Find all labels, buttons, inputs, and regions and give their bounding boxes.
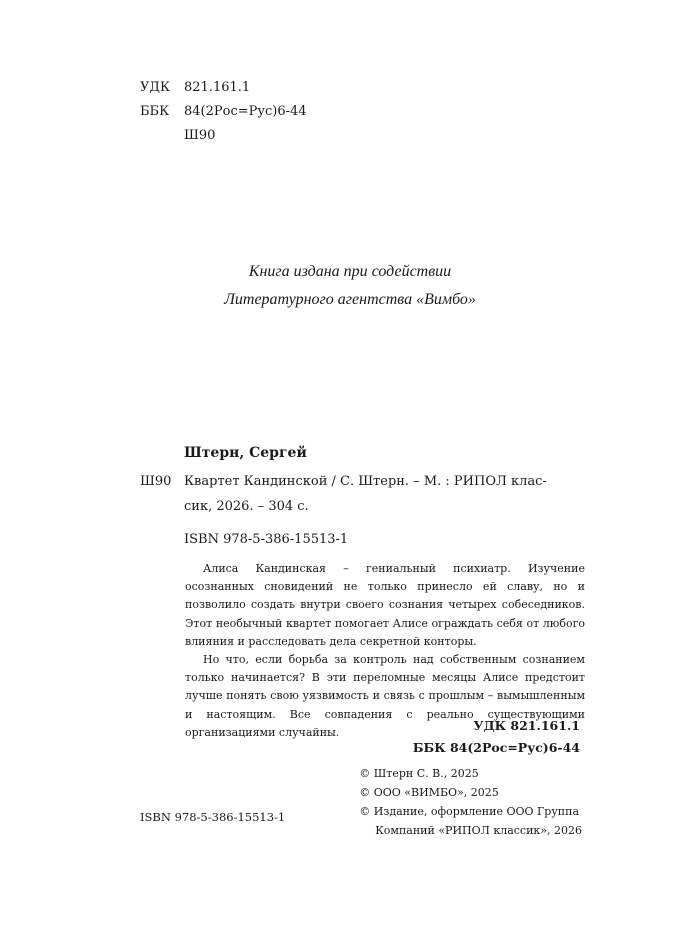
copyright-line-1: © Штерн С. В., 2025 [359,767,479,780]
codes-udk: УДК 821.161.1 [473,718,580,733]
codes-bbk: ББК 84(2Рос=Рус)6-44 [412,740,580,755]
udk-label: УДК [140,80,171,95]
bib-isbn: ISBN 978-5-386-15513-1 [184,532,349,547]
bib-line-1: Квартет Кандинской / С. Штерн. – М. : РИПОЛ клас- [184,474,547,489]
copyright-block [359,764,582,840]
isbn-bottom: ISBN 978-5-386-15513-1 [140,810,286,824]
credit-line-2: Литературного агентства «Вимбо» [224,291,476,308]
bib-line-2: сик, 2026. – 304 с. [184,499,309,514]
annotation-paragraph-1: Алиса Кандинская – гениальный психиатр. Изучение осознанных сновидений не только принесло ей славу, но и позволило создать внутри своего сознания четырех собеседников. Этот необычный квартет помогает Алисе ограждать себя от любого влияния и расследовать дела секретной конторы. [185,562,585,648]
bib-mark: Ш90 [140,474,172,489]
udk-row [140,77,250,99]
bbk-label: ББК [140,104,170,119]
copyright-line-4: Компаний «РИПОЛ классик», 2026 [375,824,582,837]
agency-credit [150,258,550,314]
book-author: Штерн, Сергей [184,445,307,461]
classification-codes [413,715,580,759]
udk-value: 821.161.1 [184,80,251,95]
copyright-line-3: © Издание, оформление ООО Группа [359,805,580,818]
bbk-value: 84(2Рос=Рус)6-44 [184,104,307,119]
author-mark: Ш90 [184,128,216,143]
annotation-paragraph-2: Но что, если борьба за контроль над собственным сознанием только начинается? В эти переломные месяцы Алисе предстоит лучше понять свою уязвимость и связь с прошлым – вымышленным и настоящим. Все совпадения с реально существующими организациями случайны. [185,653,585,739]
bbk-row [140,101,307,123]
copyright-line-2: © ООО «ВИМБО», 2025 [359,786,499,799]
credit-line-1: Книга издана при содействии [248,263,452,280]
